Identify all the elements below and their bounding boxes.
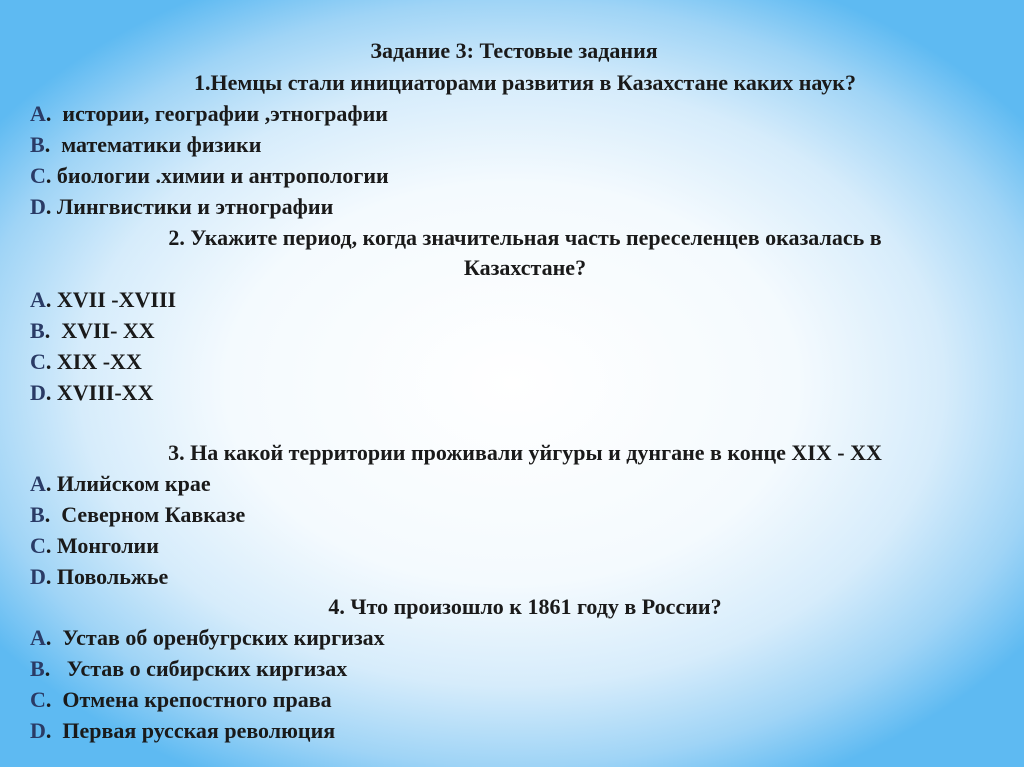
option-text: XVII -XVIII [56,287,177,312]
option-letter: B [30,656,45,681]
option-text: XIX -XX [56,349,142,374]
option-1d: D. Лингвистики и этнографии [30,194,334,219]
option-text: Северном Кавказе [61,502,246,527]
option-letter: C [30,533,46,558]
option-1b: B. математики физики [30,132,262,157]
option-4b: B. Устав о сибирских киргизах [30,656,348,681]
option-letter: B [30,502,45,527]
option-2a: A. XVII -XVIII [30,287,177,312]
option-letter: D [30,194,46,219]
question-2-continued: Казахстане? [463,255,587,280]
option-2d: D. XVIII-XX [30,380,154,405]
option-text: биологии .химии и антропологии [56,163,389,188]
option-3c: C. Монголии [30,533,159,558]
option-3b: B. Северном Кавказе [30,502,246,527]
option-text: Первая русская революция [62,718,336,743]
option-text: XVII- XX [61,318,155,343]
option-text: Илийском крае [56,471,211,496]
option-text: Отмена крепостного права [62,687,332,712]
option-4a: A. Устав об оренбугрских киргизах [30,625,385,650]
option-letter: B [30,132,45,157]
option-text: Лингвистики и этнографии [56,194,334,219]
option-4c: C. Отмена крепостного права [30,687,332,712]
option-2b: B. XVII- XX [30,318,155,343]
option-text: Монголии [56,533,159,558]
option-letter: A [30,625,46,650]
option-1c: C. биологии .химии и антропологии [30,163,389,188]
option-text: Устав о сибирских киргизах [66,656,348,681]
option-letter: A [30,471,46,496]
option-4d: D. Первая русская революция [30,718,336,743]
option-3d: D. Повольжье [30,564,169,589]
option-letter: D [30,564,46,589]
option-letter: C [30,163,46,188]
option-text: Устав об оренбугрских киргизах [62,625,385,650]
question-3: 3. На какой территории проживали уйгуры и дунгане в конце XIX - XX [168,440,882,465]
option-2c: C. XIX -XX [30,349,142,374]
option-letter: C [30,349,46,374]
question-4: 4. Что произошло к 1861 году в России? [328,594,722,619]
task-title: Задание 3: Тестовые задания [370,38,658,63]
option-text: истории, географии ,этнографии [62,101,388,126]
option-text: XVIII-XX [56,380,154,405]
option-letter: D [30,718,46,743]
option-letter: D [30,380,46,405]
option-text: математики физики [61,132,262,157]
option-letter: A [30,287,46,312]
question-2: 2. Укажите период, когда значительная часть переселенцев оказалась в [168,225,882,250]
option-letter: C [30,687,46,712]
option-1a: A. истории, географии ,этнографии [30,101,388,126]
option-text: Повольжье [56,564,169,589]
option-letter: A [30,101,46,126]
option-3a: A. Илийском крае [30,471,211,496]
question-1: 1.Немцы стали инициаторами развития в Казахстане каких наук? [194,70,856,95]
option-letter: B [30,318,45,343]
